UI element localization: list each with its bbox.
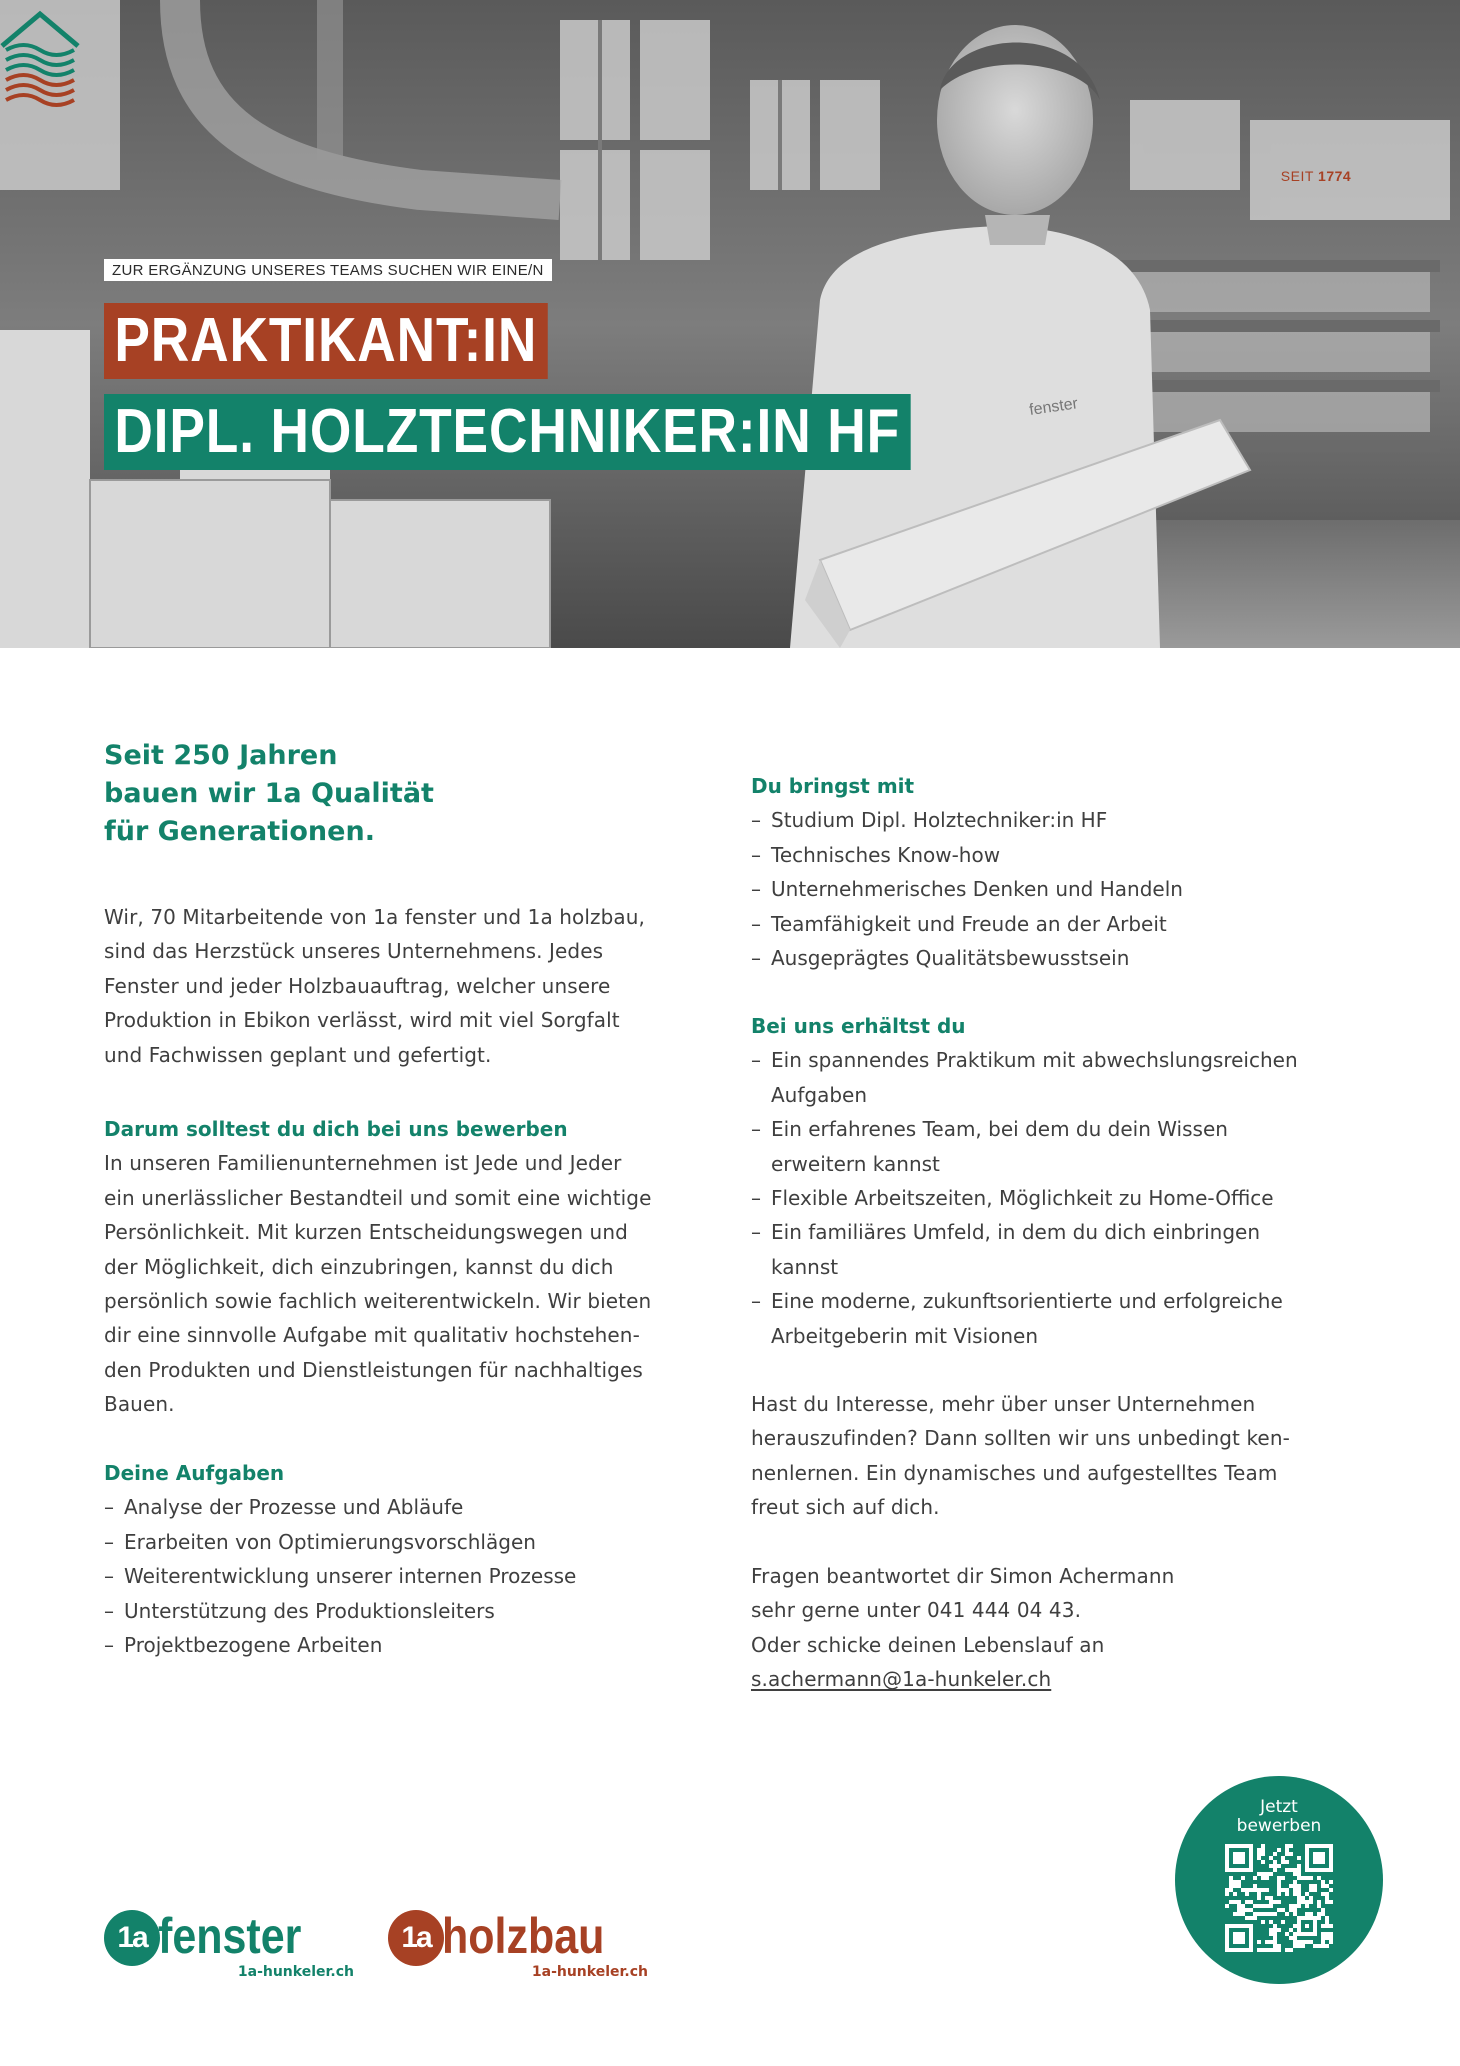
- text-line: sind das Herzstück unseres Unternehmens. Jedes: [104, 939, 604, 964]
- list-item-line: kannst: [771, 1254, 839, 1279]
- text-line: Bauen.: [104, 1392, 175, 1417]
- closing-paragraph: [751, 1387, 1290, 1525]
- requirements-list: [751, 803, 1183, 975]
- tagline: [104, 737, 604, 851]
- kicker: ZUR ERGÄNZUNG UNSERES TEAMS SUCHEN WIR EINE/N: [104, 259, 552, 281]
- text-line: dir eine sinnvolle Aufgabe mit qualitativ hochstehen-: [104, 1323, 640, 1348]
- qr-label-line: bewerben: [1236, 1816, 1322, 1836]
- list-item-line: erweitern kannst: [771, 1151, 940, 1176]
- requirements-heading: Du bringst mit: [751, 774, 915, 798]
- text-line: ein unerlässlicher Bestandteil und somit eine wichtige: [104, 1185, 652, 1210]
- list-item-line: – Ein spannendes Praktikum mit abwechslungsreichen: [771, 1048, 1298, 1073]
- list-item: – Weiterentwicklung unserer internen Prozesse: [104, 1559, 576, 1593]
- text-line: Fenster und jeder Holzbauauftrag, welcher unsere: [104, 973, 611, 998]
- house-waves-emblem-icon: [0, 0, 80, 120]
- list-item: – Studium Dipl. Holztechniker:in HF: [751, 803, 1183, 837]
- tasks-section: [104, 1456, 576, 1662]
- list-item-line: – Eine moderne, zukunftsorientierte und erfolgreiche: [771, 1289, 1283, 1314]
- logo-badge: 1a: [104, 1910, 160, 1966]
- list-item: [751, 1181, 1298, 1215]
- list-item: – Unterstützung des Produktionsleiters: [104, 1594, 576, 1628]
- list-item-line: – Ein erfahrenes Team, bei dem du dein Wissen: [771, 1117, 1228, 1142]
- text-line: Wir, 70 Mitarbeitende von 1a fenster und 1a holzbau,: [104, 905, 646, 929]
- list-item: – Teamfähigkeit und Freude an der Arbeit: [751, 907, 1183, 941]
- text-line: nenlernen. Ein dynamisches und aufgestelltes Team: [751, 1460, 1278, 1485]
- list-item: – Unternehmerisches Denken und Handeln: [751, 872, 1183, 906]
- list-item-line: – Ein familiäres Umfeld, in dem du dich einbringen: [771, 1220, 1261, 1245]
- text-line: herauszufinden? Dann sollten wir uns unbedingt ken-: [751, 1426, 1290, 1451]
- why-paragraph: [104, 1146, 652, 1421]
- hero-photo: [0, 0, 1460, 648]
- offer-heading: Bei uns erhältst du: [751, 1014, 966, 1038]
- emblem-caption-year: 1774: [1318, 168, 1352, 184]
- list-item: – Technisches Know-how: [751, 838, 1183, 872]
- email-link[interactable]: s.achermann@1a-hunkeler.ch: [751, 1667, 1052, 1692]
- list-item: – Projektbezogene Arbeiten: [104, 1628, 576, 1662]
- title-line-1: PRAKTIKANT:IN: [104, 303, 548, 379]
- emblem-caption-prefix: SEIT: [1280, 168, 1314, 184]
- svg-text:fenster: fenster: [1028, 395, 1080, 419]
- logo-1a-fenster: [104, 1908, 354, 1988]
- logo-word: fenster: [158, 1908, 302, 1964]
- qr-code-icon[interactable]: [1225, 1844, 1333, 1952]
- list-item: – Analyse der Prozesse und Abläufe: [104, 1490, 576, 1524]
- why-section: [104, 1112, 652, 1422]
- offer-section: [751, 1009, 1298, 1353]
- contact-block: [751, 1559, 1174, 1697]
- offer-list: [751, 1043, 1298, 1353]
- logo-url: 1a-hunkeler.ch: [237, 1964, 354, 1980]
- text-line: Produktion in Ebikon verlässt, wird mit viel Sorgfalt: [104, 1008, 620, 1033]
- text-line: persönlich sowie fachlich weiterentwickeln. Wir bieten: [104, 1289, 652, 1314]
- list-item-line: Aufgaben: [771, 1082, 868, 1107]
- list-item: – Erarbeiten von Optimierungsvorschlägen: [104, 1525, 576, 1559]
- list-item-line: – Flexible Arbeitszeiten, Möglichkeit zu Home-Office: [771, 1186, 1274, 1211]
- text-line: der Möglichkeit, dich einzubringen, kannst du dich: [104, 1254, 614, 1279]
- list-item: – Ausgeprägtes Qualitätsbewusstsein: [751, 941, 1183, 975]
- text-line: Fragen beantwortet dir Simon Achermann: [751, 1564, 1175, 1588]
- logo-badge: 1a: [388, 1910, 444, 1966]
- list-item: [751, 1043, 1298, 1112]
- why-heading: Darum solltest du dich bei uns bewerben: [104, 1117, 568, 1141]
- text-line: und Fachwissen geplant und gefertigt.: [104, 1042, 492, 1067]
- tagline-line: für Generationen.: [104, 816, 375, 847]
- apply-qr-badge[interactable]: [1175, 1776, 1383, 1984]
- list-item: [751, 1215, 1298, 1284]
- list-item-line: Arbeitgeberin mit Visionen: [771, 1323, 1039, 1348]
- tagline-line: Seit 250 Jahren: [104, 740, 338, 771]
- emblem-caption: [1276, 168, 1356, 184]
- title-line-2: DIPL. HOLZTECHNIKER:IN HF: [104, 394, 910, 470]
- qr-label-line: Jetzt: [1260, 1797, 1298, 1817]
- qr-label: [1175, 1798, 1383, 1836]
- list-item: [751, 1284, 1298, 1353]
- tasks-list: [104, 1490, 576, 1662]
- logo-word: holzbau: [442, 1908, 605, 1964]
- text-line: sehr gerne unter 041 444 04 43.: [751, 1598, 1082, 1623]
- text-line: Hast du Interesse, mehr über unser Unternehmen: [751, 1392, 1256, 1416]
- tagline-line: bauen wir 1a Qualität: [104, 778, 434, 809]
- text-line: den Produkten und Dienstleistungen für nachhaltiges: [104, 1357, 643, 1382]
- text-line: Oder schicke deinen Lebenslauf an: [751, 1632, 1105, 1657]
- tasks-heading: Deine Aufgaben: [104, 1461, 285, 1485]
- list-item: [751, 1112, 1298, 1181]
- text-line: freut sich auf dich.: [751, 1495, 940, 1520]
- text-line: In unseren Familienunternehmen ist Jede und Jeder: [104, 1151, 622, 1176]
- logo-1a-holzbau: [388, 1908, 648, 1988]
- intro-paragraph: [104, 900, 645, 1072]
- logo-url: 1a-hunkeler.ch: [531, 1964, 648, 1980]
- requirements-section: [751, 769, 1183, 975]
- text-line: Persönlichkeit. Mit kurzen Entscheidungswegen und: [104, 1220, 628, 1245]
